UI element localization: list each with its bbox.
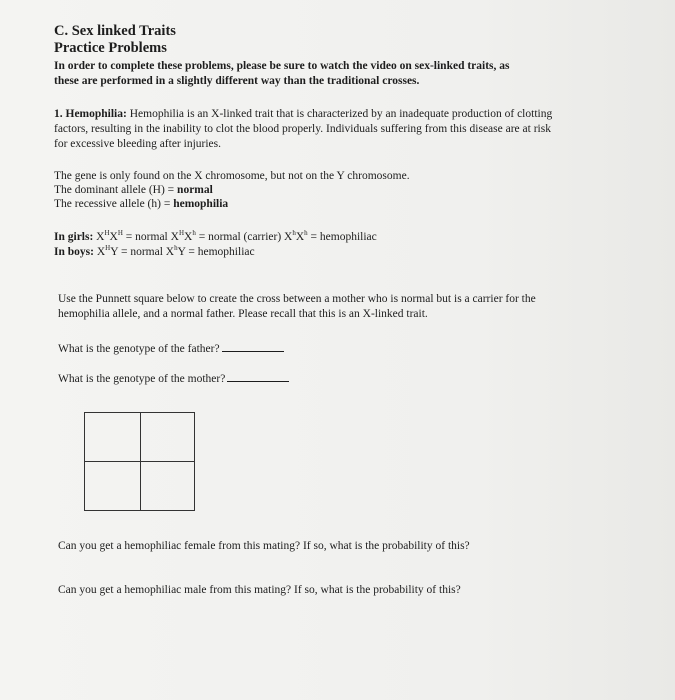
father-question-text: What is the genotype of the father? bbox=[58, 343, 220, 355]
problem-term: Hemophilia: bbox=[65, 108, 127, 120]
girls-genotype-3: $X^hX^h$ = hemophiliac bbox=[284, 229, 377, 243]
girls-genotype-2: $X^HX^h$ = normal (carrier) bbox=[170, 229, 282, 243]
recessive-prefix: The recessive allele (h) = bbox=[54, 198, 174, 210]
recessive-value: hemophilia bbox=[173, 198, 229, 210]
female-question: Can you get a hemophiliac female from this mating? If so, what is the probability of this? bbox=[58, 540, 470, 552]
mother-question-text: What is the genotype of the mother? bbox=[58, 373, 226, 385]
problem-1-line-3: for excessive bleeding after injuries. bbox=[54, 138, 222, 150]
boys-label: In boys: bbox=[54, 246, 94, 258]
instructions-line-1: In order to complete these problems, please be sure to watch the video on sex-linked traits, as bbox=[54, 60, 510, 72]
boys-genotypes bbox=[54, 246, 255, 258]
punnett-square[interactable] bbox=[84, 412, 195, 511]
mother-question bbox=[58, 372, 289, 385]
girls-genotype-1: $X^HX^H$ = normal bbox=[96, 229, 168, 243]
gene-line: The gene is only found on the X chromosome, but not on the Y chromosome. bbox=[54, 170, 410, 182]
cross-line-1: Use the Punnett square below to create the cross between a mother who is normal but is a carrier for the bbox=[58, 293, 536, 305]
problem-desc-1: Hemophilia is an X-linked trait that is characterized by an inadequate production of clotting bbox=[129, 108, 553, 120]
instructions-line-2: these are performed in a slightly different way than the traditional crosses. bbox=[54, 75, 420, 87]
problem-1-line-2: factors, resulting in the inability to clot the blood properly. Individuals suffering from this disease are at risk bbox=[54, 123, 551, 135]
problem-1-line-1 bbox=[54, 108, 552, 120]
male-question: Can you get a hemophiliac male from this mating? If so, what is the probability of this? bbox=[58, 584, 461, 596]
father-answer-blank[interactable] bbox=[222, 342, 284, 352]
problem-number: 1. bbox=[54, 108, 63, 120]
father-question bbox=[58, 342, 284, 355]
punnett-horizontal-divider bbox=[85, 461, 194, 462]
recessive-allele bbox=[54, 198, 228, 210]
dominant-allele bbox=[54, 184, 213, 196]
boys-genotype-2: $X^hY$ = hemophiliac bbox=[165, 244, 255, 258]
girls-genotypes bbox=[54, 231, 377, 243]
subtitle: Practice Problems bbox=[54, 40, 167, 56]
dominant-prefix: The dominant allele (H) = bbox=[54, 184, 178, 196]
cross-line-2: hemophilia allele, and a normal father. Please recall that this is an X-linked trait. bbox=[58, 308, 428, 320]
girls-label: In girls: bbox=[54, 231, 94, 243]
boys-genotype-1: $X^HY$ = normal bbox=[96, 244, 163, 258]
dominant-value: normal bbox=[177, 184, 213, 196]
mother-answer-blank[interactable] bbox=[227, 372, 289, 382]
section-title: C. Sex linked Traits bbox=[54, 23, 176, 39]
